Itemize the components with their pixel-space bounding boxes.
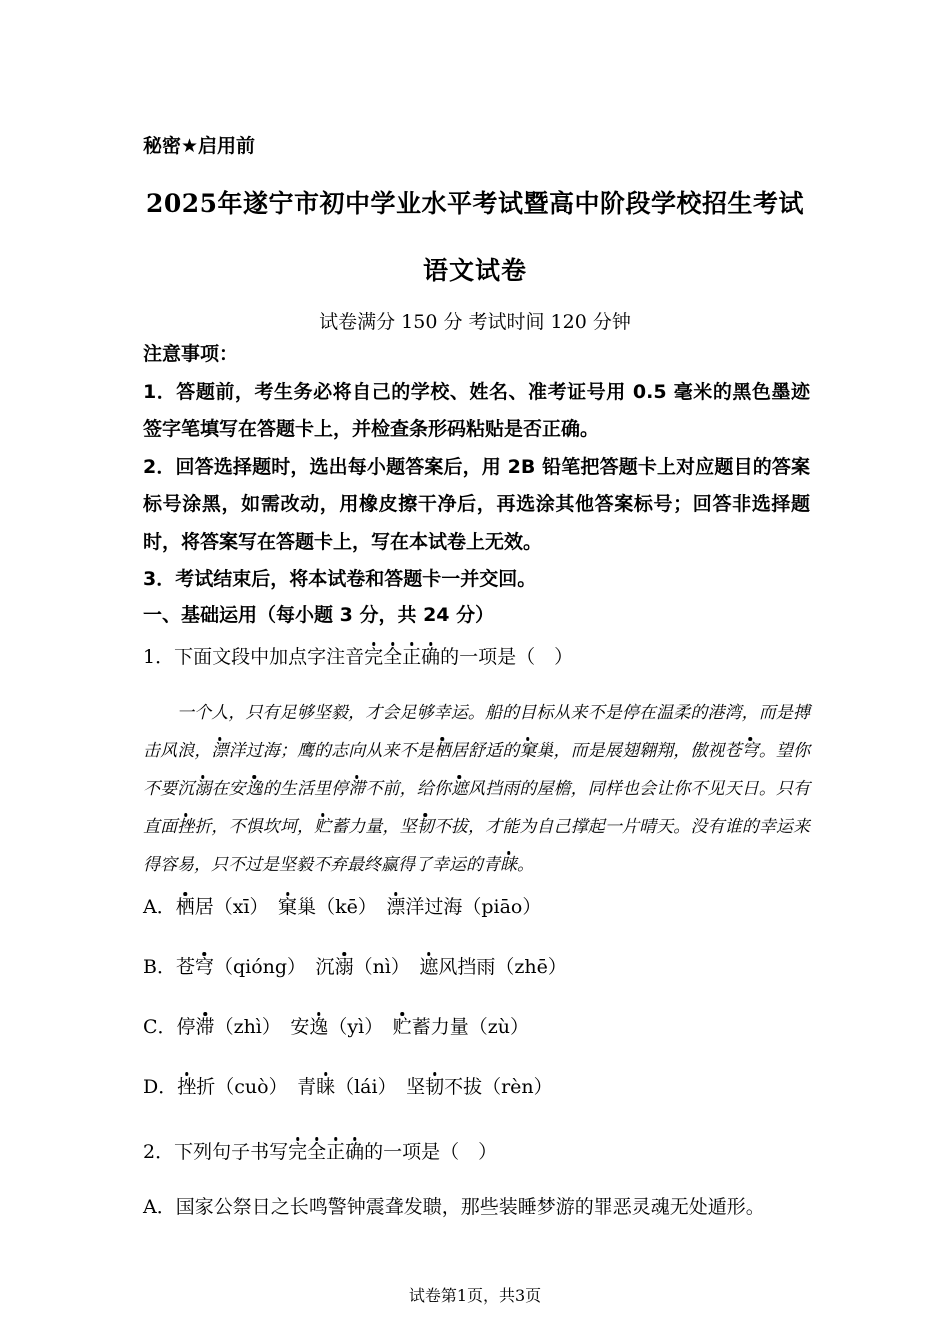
section-1-heading: 一、基础运用（每小题 3 分，共 24 分）: [143, 604, 495, 626]
secrecy-label: 秘密★启用前: [143, 135, 256, 157]
notice-item-3: 3．考试结束后，将本试卷和答题卡一并交回。: [143, 568, 537, 590]
page-number-footer: 试卷第1页，共3页: [408, 1286, 542, 1305]
notice-section: [143, 336, 810, 599]
exam-score-time-info: 试卷满分 150 分 考试时间 120 分钟: [319, 311, 631, 333]
exam-title: 2025年遂宁市初中学业水平考试暨高中阶段学校招生考试: [145, 189, 805, 218]
notice-item-1: 1．答题前，考生务必将自己的学校、姓名、准考证号用 0.5 毫米的黑色墨迹签字笔填写在答题卡上，并检查条形码粘贴是否正确。: [143, 380, 810, 440]
q1-option-a: A．栖居（xī） 窠巢（kē） 漂洋过海（piāo）: [143, 896, 542, 918]
q1-option-d: D．挫折（cuò） 青睐（lái） 坚韧不拔（rèn）: [143, 1076, 553, 1098]
notice-heading: 注意事项：: [143, 343, 239, 365]
subject-title: 语文试卷: [422, 256, 527, 285]
question-1-passage: 一个人，只有足够坚毅，才会足够幸运。船的目标从来不是停在温柔的港湾，而是搏击风浪，漂洋过海；鹰的志向从来不是栖居舒适的窠巢，而是展翅翱翔，傲视苍穹。望你不要沉溺在安逸的生活里停滞不前，给你遮风挡雨的屋檐，同样也会让你不见天日。只有直面挫折，不惧坎坷，贮蓄力量，坚韧不拔，才能为自己撑起一片晴天。没有谁的幸运来得容易，只不过是坚毅不弃最终赢得了幸运的青睐。: [143, 703, 811, 875]
notice-item-2: 2．回答选择题时，选出每小题答案后，用 2B 铅笔把答题卡上对应题目的答案标号涂黑，如需改动，用橡皮擦干净后，再选涂其他答案标号；回答非选择题时，将答案写在答题卡上，写在本试卷上无效。: [143, 455, 810, 553]
q1-option-c: C．停滞（zhì） 安逸（yì） 贮蓄力量（zù）: [143, 1016, 529, 1038]
question-1-stem: 1．下面文段中加点字注音完全正确的一项是（ ）: [143, 646, 574, 668]
q1-option-b: B．苍穹（qióng） 沉溺（nì） 遮风挡雨（zhē）: [143, 956, 567, 978]
question-1-options: [143, 888, 810, 1128]
question-2-stem: 2．下列句子书写完全正确的一项是（ ）: [143, 1141, 498, 1163]
q2-option-a: A．国家公祭日之长鸣警钟震聋发聩，那些装睡梦游的罪恶灵魂无处遁形。: [143, 1196, 765, 1218]
